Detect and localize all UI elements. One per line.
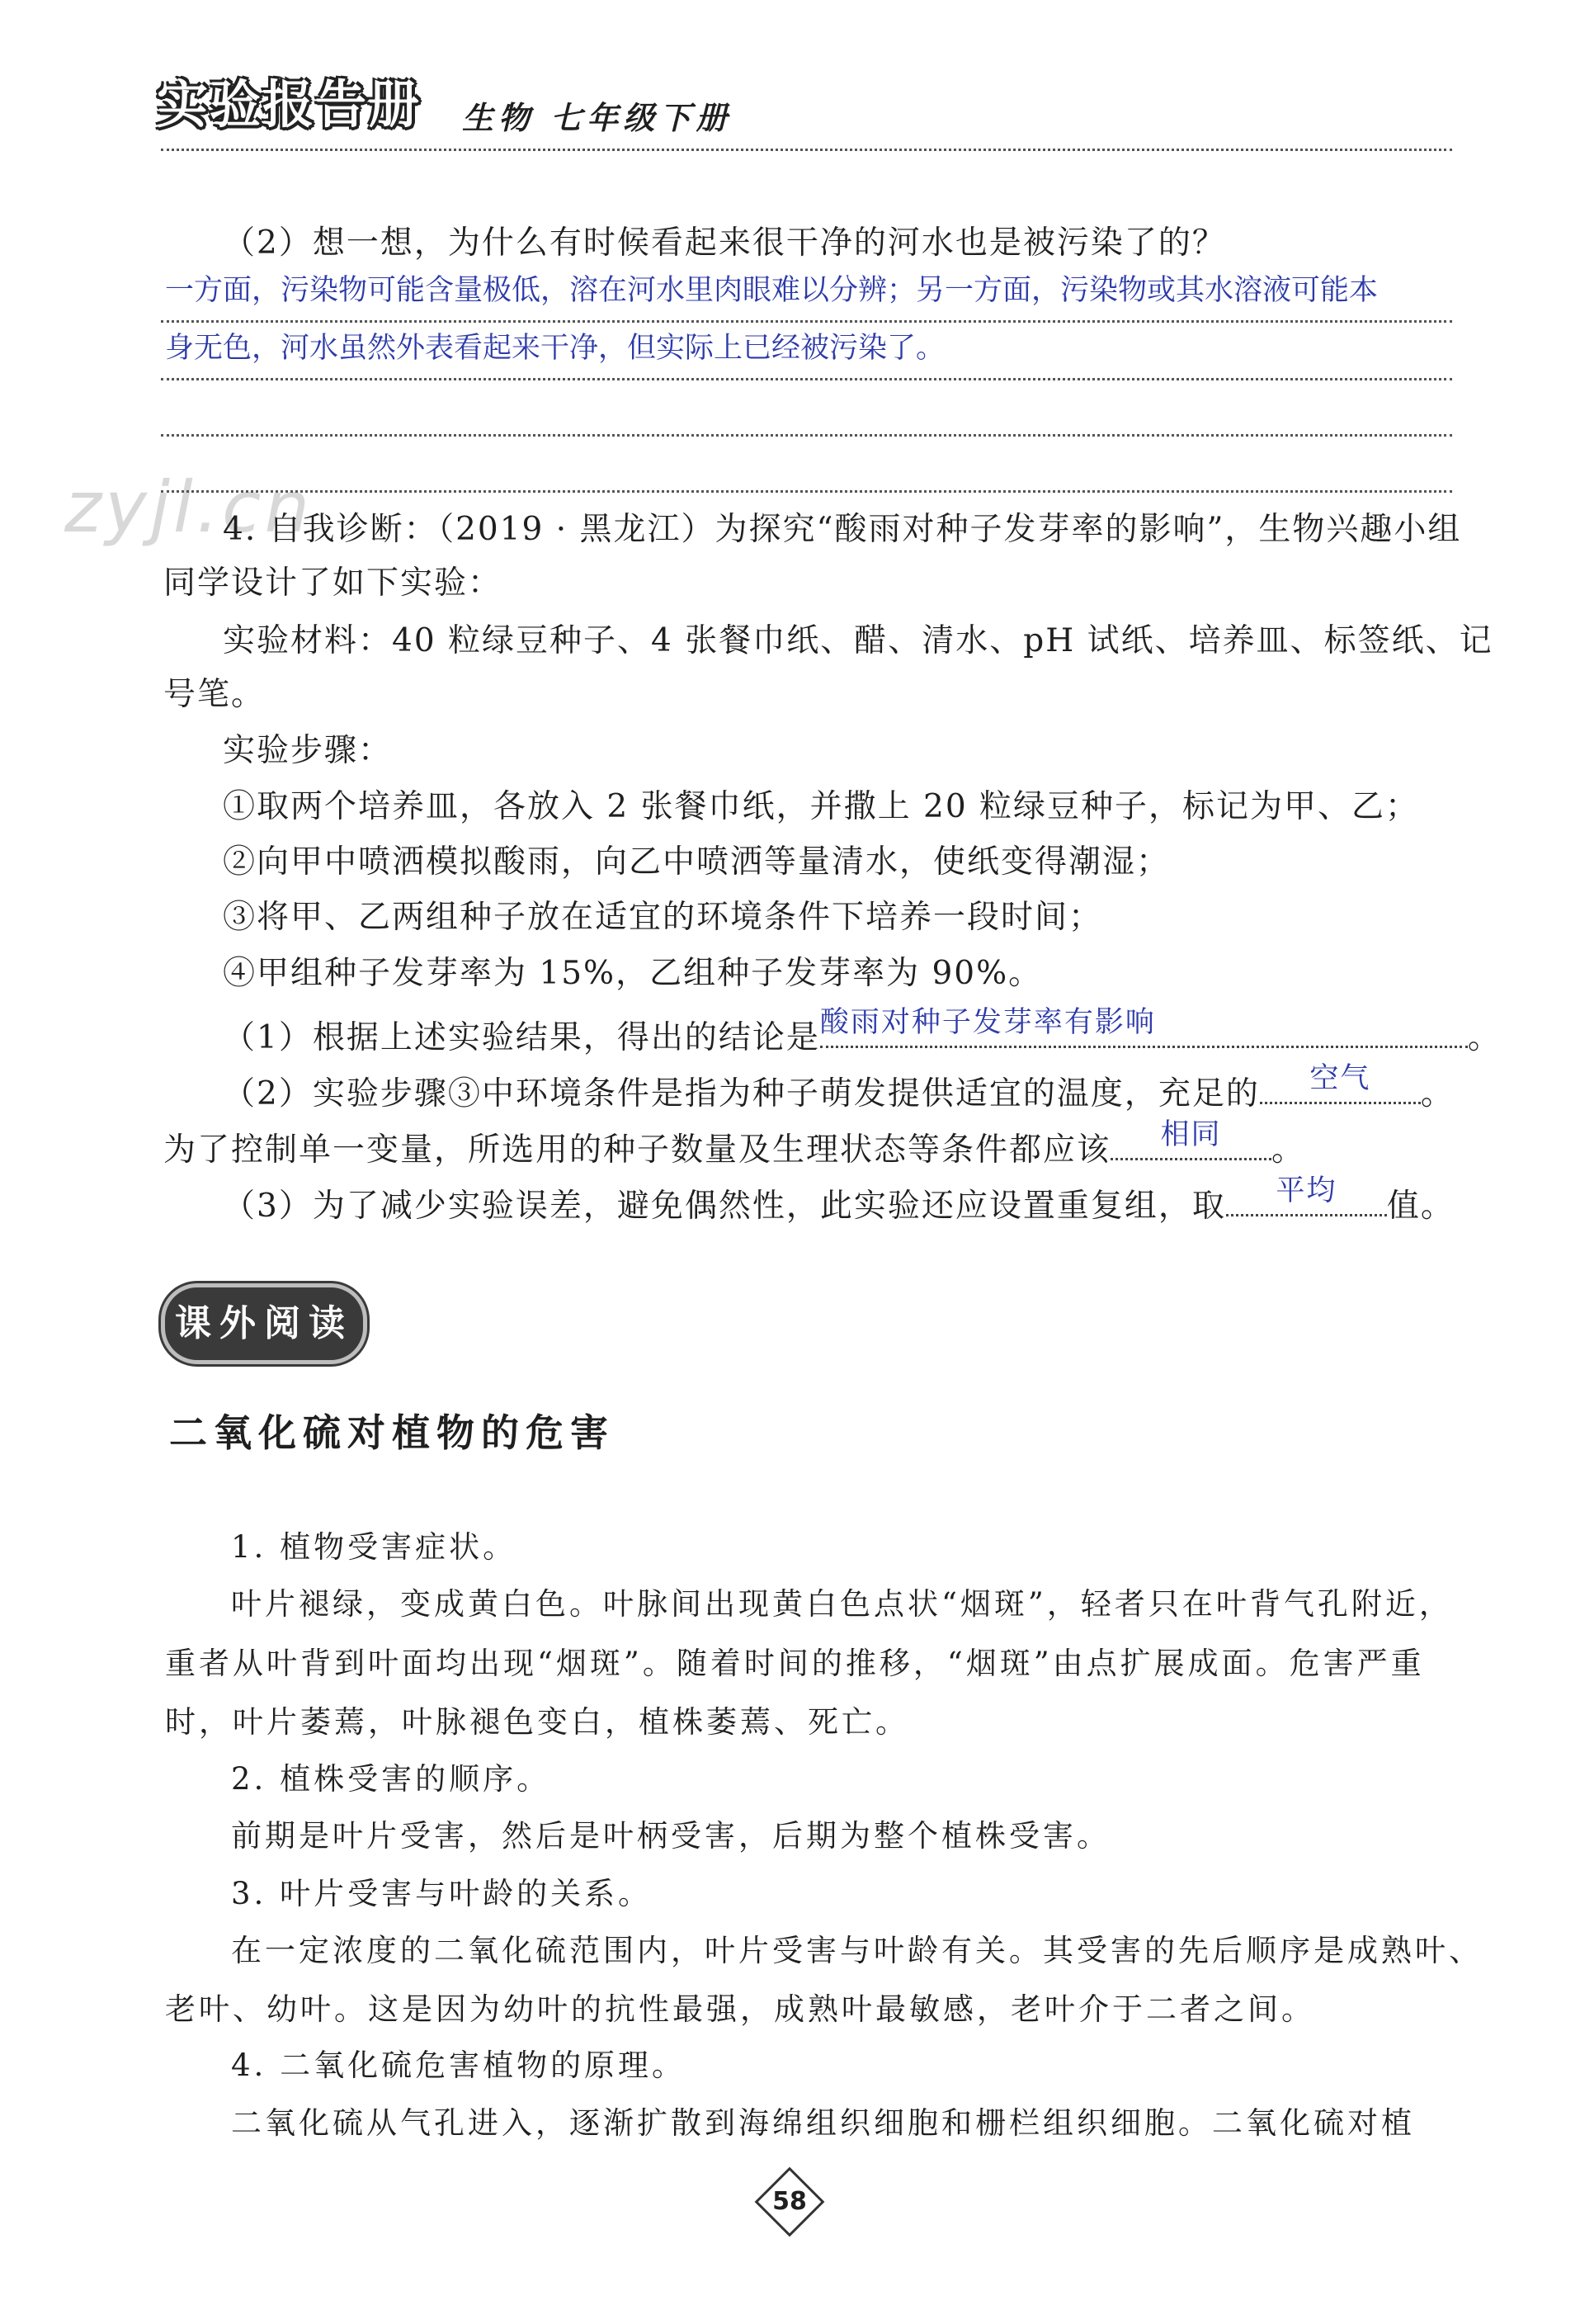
q4-sub2b-blank (1111, 1118, 1271, 1160)
q4-sub3-suffix: 值。 (1386, 1188, 1455, 1225)
q4-materials-line1: 实验材料：40 粒绿豆种子、4 张餐巾纸、醋、清水、pH 试纸、培养皿、标签纸、记 (223, 622, 1493, 659)
q4-sub2-suffix: 。 (1420, 1075, 1455, 1112)
q4-step-3: ③将甲、乙两组种子放在适宜的环境条件下培养一段时间； (223, 899, 1103, 936)
q4-materials-line2: 号笔。 (163, 676, 266, 713)
q4-sub2b-prefix: 为了控制单一变量，所选用的种子数量及生理状态等条件都应该 (163, 1131, 1111, 1169)
reading-paragraph: 二氧化硫从气孔进入，逐渐扩散到海绵组织细胞和栅栏组织细胞。二氧化硫对植 (231, 2105, 1415, 2141)
q4-sub1-blank (819, 1006, 1468, 1048)
reading-paragraph: 4. 二氧化硫危害植物的原理。 (231, 2048, 686, 2083)
q4-intro-line1: 4. 自我诊断：（2019 · 黑龙江）为探究“酸雨对种子发芽率的影响”，生物兴趣小组 (223, 511, 1462, 548)
q4-sub2b (163, 1118, 1306, 1169)
q2-answer-rule3 (161, 434, 1452, 437)
q4-step-1: ①取两个培养皿，各放入 2 张餐巾纸，并撒上 20 粒绿豆种子，标记为甲、乙； (223, 788, 1420, 825)
reading-paragraph: 1. 植物受害症状。 (231, 1529, 517, 1565)
q4-sub2-blank (1260, 1062, 1421, 1104)
reading-badge: 课外阅读 (161, 1283, 367, 1364)
reading-paragraph: 时，叶片萎蔫，叶脉褪色变白，植株萎蔫、死亡。 (165, 1704, 909, 1740)
reading-paragraph: 在一定浓度的二氧化硫范围内，叶片受害与叶龄有关。其受害的先后顺序是成熟叶、 (231, 1933, 1483, 1968)
q2-answer-rule1 (161, 320, 1452, 323)
q2-answer-line2: 身无色，河水虽然外表看起来干净，但实际上已经被污染了。 (165, 332, 946, 365)
q4-sub3-prefix: （3）为了减少实验误差，避免偶然性，此实验还应设置重复组，取 (223, 1188, 1226, 1225)
q4-step-4: ④甲组种子发芽率为 15%，乙组种子发芽率为 90%。 (223, 955, 1043, 992)
q4-steps-title: 实验步骤： (223, 732, 393, 769)
q4-sub1 (223, 1006, 1502, 1056)
q2-answer-rule4 (161, 490, 1452, 493)
reading-paragraph: 重者从叶背到叶面均出现“烟斑”。随着时间的推移，“烟斑”由点扩展成面。危害严重 (165, 1646, 1425, 1681)
reading-paragraph: 叶片褪绿，变成黄白色。叶脉间出现黄白色点状“烟斑”，轻者只在叶背气孔附近， (231, 1586, 1453, 1622)
reading-paragraph: 2. 植株受害的顺序。 (231, 1761, 551, 1797)
page-number-marker (765, 2177, 814, 2227)
watermark: zyjl.cn (64, 466, 313, 549)
page-number: 58 (772, 2187, 807, 2216)
q4-step-2: ②向甲中喷洒模拟酸雨，向乙中喷洒等量清水，使纸变得潮湿； (223, 843, 1171, 881)
q2-question: （2）想一想，为什么有时候看起来很干净的河水也是被污染了的？ (223, 224, 1226, 262)
reading-paragraph: 3. 叶片受害与叶龄的关系。 (231, 1876, 653, 1911)
q4-sub2b-answer: 相同 (1160, 1118, 1222, 1151)
header-divider (161, 149, 1452, 151)
header-logo: 实验报告册 (157, 74, 422, 135)
header-subject: 生物 七年级下册 (462, 99, 733, 136)
q4-intro-line2: 同学设计了如下实验： (163, 564, 502, 602)
q2-answer-line1: 一方面，污染物可能含量极低，溶在河水里肉眼难以分辨；另一方面，污染物或其水溶液可能本 (165, 274, 1379, 307)
reading-paragraph: 前期是叶片受害，然后是叶柄受害，后期为整个植株受害。 (231, 1818, 1111, 1854)
q4-sub2 (223, 1062, 1455, 1112)
q4-sub2-prefix: （2）实验步骤③中环境条件是指为种子萌发提供适宜的温度，充足的 (223, 1075, 1260, 1112)
reading-paragraph: 老叶、幼叶。这是因为幼叶的抗性最强，成熟叶最敏感，老叶介于二者之间。 (165, 1991, 1315, 2027)
q4-sub2b-suffix: 。 (1271, 1131, 1306, 1169)
q4-sub3 (223, 1174, 1455, 1225)
q2-answer-rule2 (161, 378, 1452, 380)
reading-title: 二氧化硫对植物的危害 (169, 1410, 615, 1455)
q4-sub3-answer: 平均 (1276, 1174, 1337, 1207)
q4-sub1-suffix: 。 (1467, 1019, 1502, 1056)
q4-sub1-answer: 酸雨对种子发芽率有影响 (819, 1006, 1156, 1039)
q4-sub1-prefix: （1）根据上述实验结果，得出的结论是 (223, 1019, 820, 1056)
q4-sub3-blank (1226, 1174, 1387, 1216)
q4-sub2-answer: 空气 (1309, 1062, 1371, 1095)
